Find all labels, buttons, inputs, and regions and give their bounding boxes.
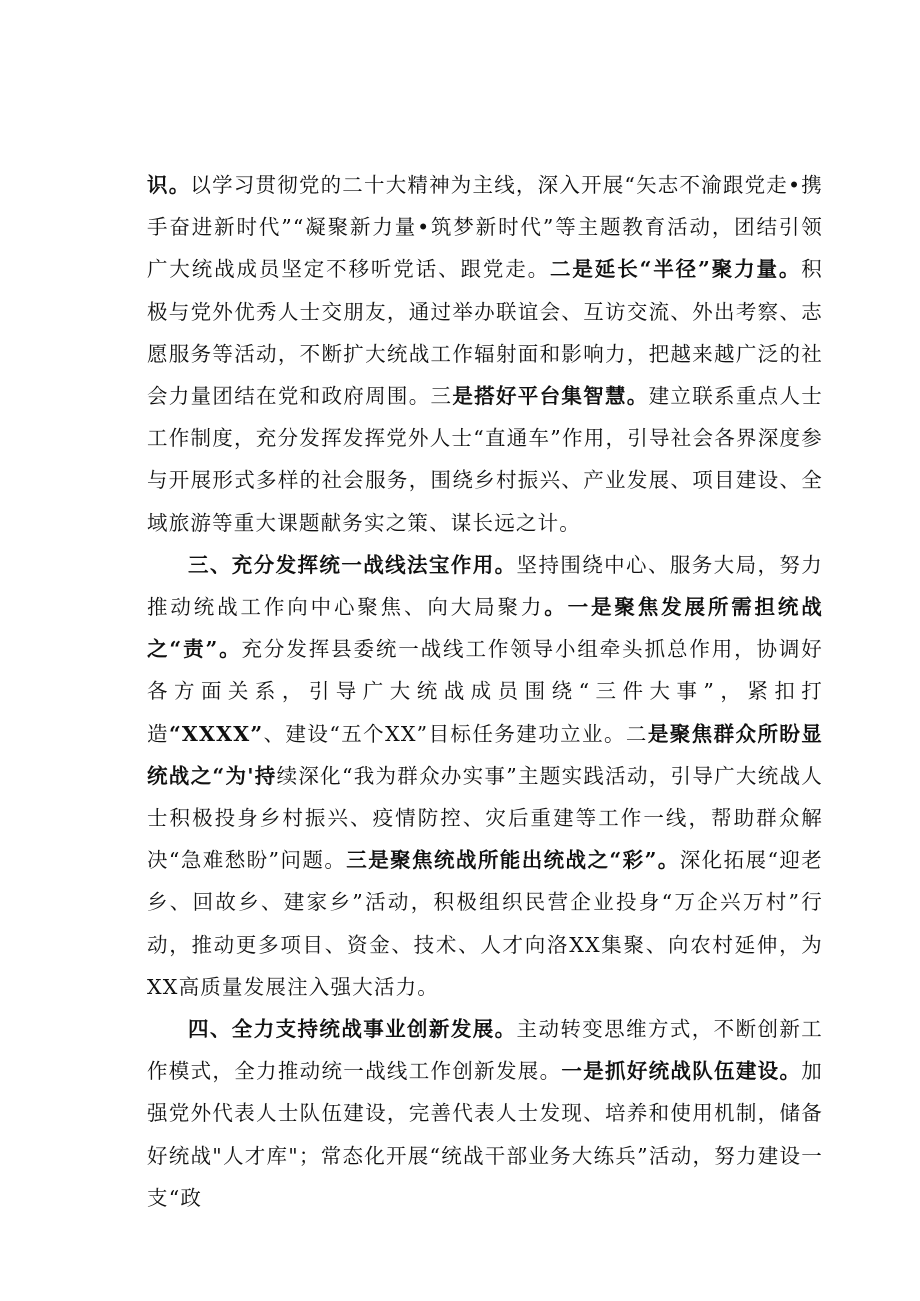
text-segment: 主动转变思维方式，不断创新工作模式，全力推动统一战线工作创新发展。 <box>147 1017 823 1084</box>
paragraph-3 <box>147 1008 823 1219</box>
document-body <box>147 164 823 1219</box>
text-segment: 以学习贯彻党的二十大精神为主线，深入开展“矢志不渝跟党走•携手奋进新时代”“凝聚新力量•筑梦新时代”等主题教育活动，团结引领广大统战成员坚定不移听党话、跟党走。 <box>147 173 823 282</box>
text-segment-bold: 是搭好平台集智慧。 <box>452 384 649 409</box>
text-segment-bold: 二是延长“半径”聚力量。 <box>550 257 802 282</box>
section-heading: 三、充分发挥统一战线法宝作用。 <box>188 552 517 577</box>
text-segment-bold: 是聚焦群众所盼显统战之“为'持 <box>147 721 823 788</box>
text-segment: 深化拓展“迎老乡、回故乡、建家乡”活动，积极组织民营企业投身“万企兴万村”行动，推动更多项目、资金、技术、人才向洛XX集聚、向农村延伸，为XX高质量发展注入强大活力。 <box>147 848 823 999</box>
text-segment-bold: 一是抓好统战队伍建设。 <box>561 1059 802 1084</box>
text-segment: 坚持围绕中心、服务大局，努力推动统战工作向中心聚焦、向大局聚力 <box>147 552 823 620</box>
text-segment: 建立联系重点人士工作制度，充分发挥发挥党外人士“直通车”作用，引导社会各界深度参与开展形式多样的社会服务，围绕乡村振兴、产业发展、项目建设、全域旅游等重大课题献务实之策、谋长远之计。 <box>147 384 823 535</box>
text-segment: 加强党外代表人士队伍建设，完善代表人士发现、培养和使用机制，储备好统战"人才库"；常态化开展“统战干部业务大练兵”活动，努力建设一支“政 <box>147 1059 823 1210</box>
text-segment: 充分发挥县委统一战线工作领导小组牵头抓总作用，协调好各方面关系，引导广大统战成员围绕“三件大事”，紧扣打造 <box>147 637 823 746</box>
paragraph-1 <box>147 164 823 544</box>
text-segment-bold: “XXXX” <box>168 721 264 746</box>
section-heading: 四、全力支持统战事业创新发展。 <box>188 1017 517 1042</box>
text-segment-bold: 三是聚焦统战所能出统战之“彩”。 <box>346 848 680 873</box>
text-segment: 、建设“五个XX”目标任务建功立业。二 <box>263 721 648 746</box>
paragraph-2 <box>147 544 823 1008</box>
text-segment: 积极与党外优秀人士交朋友，通过举办联谊会、互访交流、外出考察、志愿服务等活动，不断扩大统战工作辐射面和影响力，把越来越广泛的社会力量团结在党和政府周围。三 <box>147 257 823 409</box>
text-segment-bold: 识。 <box>147 173 191 197</box>
text-segment-bold: 。一是聚焦发展所需担统战之“责”。 <box>147 595 823 662</box>
text-segment: 续深化“我为群众办实事”主题实践活动，引导广大统战人士积极投身乡村振兴、疫情防控、灾后重建等工作一线，帮助群众解决“急难愁盼”问题。 <box>147 763 823 873</box>
